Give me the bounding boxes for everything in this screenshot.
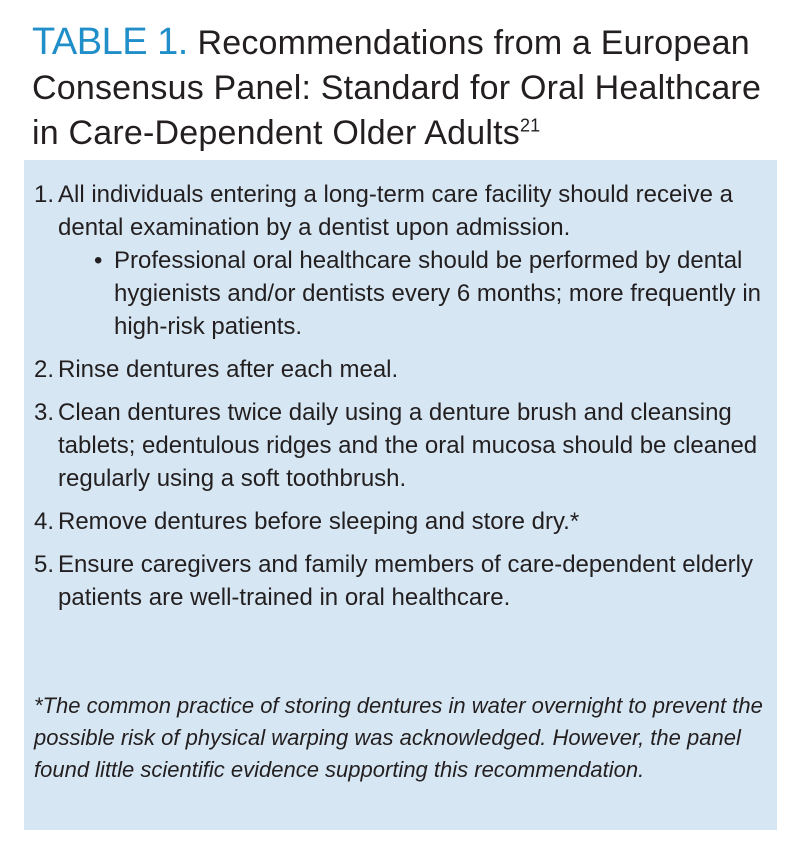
recommendation-item-3 <box>24 396 777 495</box>
table-title-block <box>32 20 782 156</box>
item-text: All individuals entering a long-term care facility should receive a dental examination by a dentist upon admission. <box>58 181 733 241</box>
reference-superscript: 21 <box>519 115 541 136</box>
item-text: Rinse dentures after each meal. <box>58 356 399 383</box>
item-number: 1. <box>34 181 55 208</box>
recommendation-item-4 <box>24 505 777 538</box>
sub-item-text: Professional oral healthcare should be performed by dental hygienists and/or dentists every 6 months; more frequently in high-risk patients. <box>114 247 761 340</box>
table-label: TABLE 1. <box>32 21 188 63</box>
footnote: *The common practice of storing dentures in water overnight to prevent the possible risk of physical warping was acknowledged. However, the panel found little scientific evidence supporting this recommendation. <box>34 693 763 782</box>
item-text: Remove dentures before sleeping and store dry.* <box>58 508 580 535</box>
item-number: 5. <box>34 551 55 578</box>
sub-recommendation <box>58 244 777 343</box>
recommendation-item-1 <box>24 178 777 343</box>
item-text: Ensure caregivers and family members of care-dependent elderly patients are well-trained in oral healthcare. <box>58 551 754 611</box>
item-number: 2. <box>34 356 55 383</box>
bullet-icon: • <box>94 247 103 274</box>
recommendation-item-5 <box>24 548 777 614</box>
table-title: Recommendations from a European Consensus Panel: Standard for Oral Healthcare in Care-Dependent Older Adults <box>32 24 762 152</box>
recommendations-list <box>24 178 777 624</box>
item-number: 4. <box>34 508 55 535</box>
recommendation-item-2 <box>24 353 777 386</box>
item-number: 3. <box>34 399 55 426</box>
recommendations-panel <box>24 160 777 830</box>
item-text: Clean dentures twice daily using a denture brush and cleansing tablets; edentulous ridges and the oral mucosa should be cleaned regularly using a soft toothbrush. <box>58 399 758 492</box>
